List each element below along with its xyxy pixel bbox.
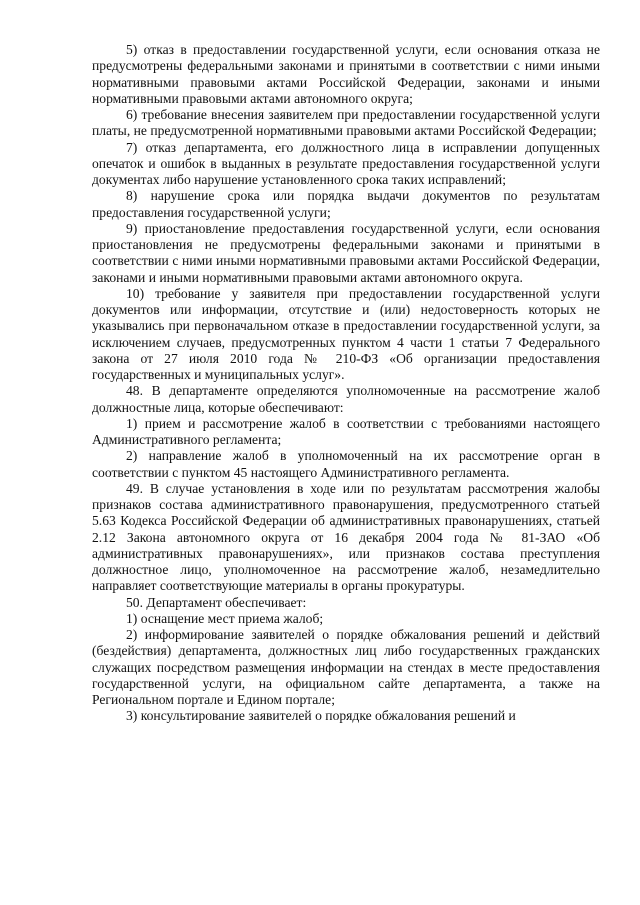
paragraph-item-10-document-demand: 10) требование у заявителя при предоставлении государственной услуги документов или информации, отсутствие и (или) недостоверность которых не указывались при первоначальном отказе в предоставлении государственной услуги, за исключением случаев, предусмотренных пунктом 4 части 1 статьи 7 Федерального закона от 27 июля 2010 года № 210-ФЗ «Об организации предоставления государственных и муниципальных услуг». xyxy=(92,285,600,382)
paragraph-clause-48-item-2: 2) направление жалоб в уполномоченный на их рассмотрение орган в соответствии с пунктом 45 настоящего Административного регламента. xyxy=(92,448,600,480)
paragraph-clause-49: 49. В случае установления в ходе или по результатам рассмотрения жалобы признаков состава административного правонарушения, предусмотренного статьей 5.63 Кодекса Российской Федерации об административных правонарушениях, статьей 2.12 Закона автономного округа от 16 декабря 2004 года № 81-ЗАО «Об административных правонарушениях», или признаков состава преступления должностное лицо, уполномоченное на рассмотрение жалоб, незамедлительно направляет соответствующие материалы в органы прокуратуры. xyxy=(92,480,600,594)
paragraph-item-9-suspension: 9) приостановление предоставления государственной услуги, если основания приостановления не предусмотрены федеральными законами и принятыми в соответствии с ними иными нормативными правовыми актами Российской Федерации, законами и иными нормативными правовыми актами автономного округа. xyxy=(92,220,600,285)
paragraph-clause-48-item-1: 1) прием и рассмотрение жалоб в соответствии с требованиями настоящего Административного регламента; xyxy=(92,415,600,447)
paragraph-item-8-deadline-violation: 8) нарушение срока или порядка выдачи документов по результатам предоставления государственной услуги; xyxy=(92,188,600,220)
paragraph-clause-50-item-3: 3) консультирование заявителей о порядке обжалования решений и xyxy=(126,708,516,724)
paragraph-clause-50-item-2: 2) информирование заявителей о порядке обжалования решений и действий (бездействия) департамента, должностных лиц либо государственных гражданских служащих посредством размещения информации на стендах в месте предоставления государственной услуги, на официальном сайте департамента, а также на Региональном портале и Едином портале; xyxy=(92,627,600,707)
paragraph-clause-50: 50. Департамент обеспечивает: xyxy=(126,594,307,610)
paragraph-item-6-fee-demand: 6) требование внесения заявителем при предоставлении государственной услуги платы, не предусмотренной нормативными правовыми актами Российской Федерации; xyxy=(92,107,600,139)
paragraph-clause-50-item-1: 1) оснащение мест приема жалоб; xyxy=(126,610,324,626)
paragraph-item-5-refusal: 5) отказ в предоставлении государственной услуги, если основания отказа не предусмотрены федеральными законами и принятыми в соответствии с ними иными нормативными правовыми актами Российской Федерации, законами и иными нормативными правовыми актами автономного округа; xyxy=(92,42,600,106)
paragraph-item-7-correction-refusal: 7) отказ департамента, его должностного лица в исправлении допущенных опечаток и ошибок в выданных в результате предоставления государственной услуги документах либо нарушение установленного срока таких исправлений; xyxy=(92,139,600,187)
paragraph-clause-48: 48. В департаменте определяются уполномоченные на рассмотрение жалоб должностные лица, которые обеспечивают: xyxy=(92,383,600,415)
